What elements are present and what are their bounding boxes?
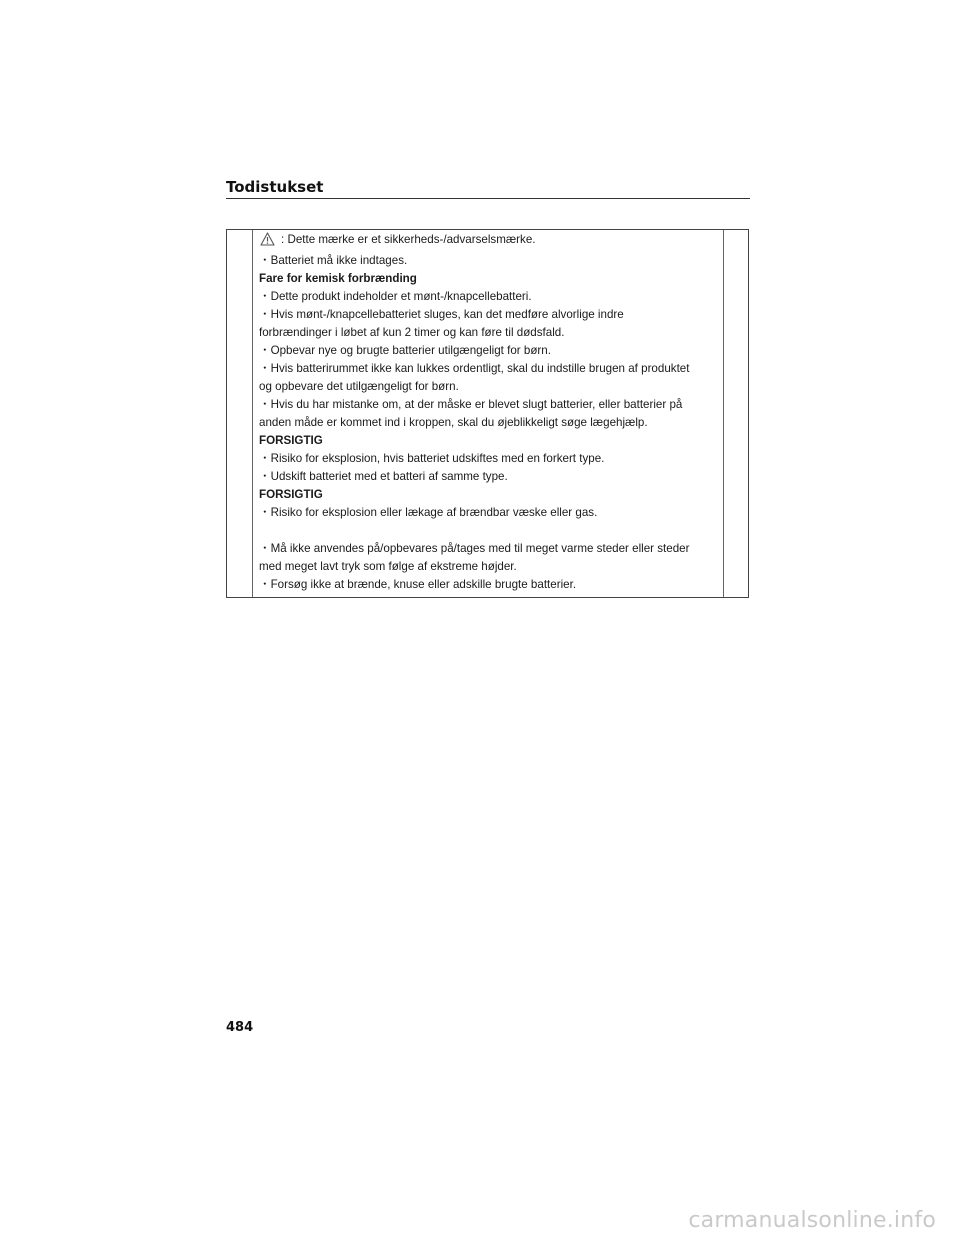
warning-line [259,324,721,342]
line-text: FORSIGTIG [259,488,323,501]
warning-line [259,396,721,414]
line-text: ・Forsøg ikke at brænde, knuse eller adskille brugte batterier. [259,578,577,591]
line-text: forbrændinger i løbet af kun 2 timer og kan føre til dødsfald. [259,326,565,339]
line-text: ・Batteriet må ikke indtages. [259,254,408,267]
line-text: ・Må ikke anvendes på/opbevares på/tages med til meget varme steder eller steder [259,542,690,555]
warning-line [259,558,721,576]
warning-line [259,378,721,396]
warning-line [259,504,721,522]
warning-line [259,576,721,594]
line-text: ・Opbevar nye og brugte batterier utilgængeligt for børn. [259,344,551,357]
line-text: ・Udskift batteriet med et batteri af samme type. [259,470,508,483]
line-text: ・Risiko for eksplosion, hvis batteriet udskiftes med en forkert type. [259,452,605,465]
warning-line [259,468,721,486]
line-text: ・Hvis du har mistanke om, at der måske er blevet slugt batterier, eller batterier på [259,398,683,411]
watermark: carmanualsonline.info [688,1208,936,1233]
page-number: 484 [226,1020,254,1035]
line-text: : Dette mærke er et sikkerheds-/advarselsmærke. [281,233,536,246]
line-text: Fare for kemisk forbrænding [259,272,417,285]
line-text: FORSIGTIG [259,434,323,447]
box-inner-rule-right [723,230,724,597]
line-text: ・Hvis mønt-/knapcellebatteriet sluges, kan det medføre alvorlige indre [259,308,624,321]
warning-line [259,252,721,270]
warning-line [259,540,721,558]
line-text: ・Hvis batterirummet ikke kan lukkes ordentligt, skal du indstille brugen af produktet [259,362,690,375]
line-text: med meget lavt tryk som følge af ekstreme højder. [259,560,517,573]
warning-line [259,360,721,378]
battery-warning-text [259,231,721,594]
warning-line [259,231,721,252]
section-title: Todistukset [226,178,324,196]
line-text: og opbevare det utilgængeligt for børn. [259,380,459,393]
warning-triangle-icon [260,232,275,252]
warning-heading [259,486,721,504]
warning-line [259,306,721,324]
box-inner-rule-left [252,230,253,597]
line-text: anden måde er kommet ind i kroppen, skal du øjeblikkeligt søge lægehjælp. [259,416,648,429]
warning-line [259,414,721,432]
warning-line [259,288,721,306]
warning-line [259,342,721,360]
blank-line [259,522,721,540]
line-text: ・Risiko for eksplosion eller lækage af brændbar væske eller gas. [259,506,598,519]
warning-line [259,450,721,468]
title-divider [226,198,750,199]
warning-heading [259,270,721,288]
warning-heading [259,432,721,450]
line-text: ・Dette produkt indeholder et mønt-/knapcellebatteri. [259,290,532,303]
